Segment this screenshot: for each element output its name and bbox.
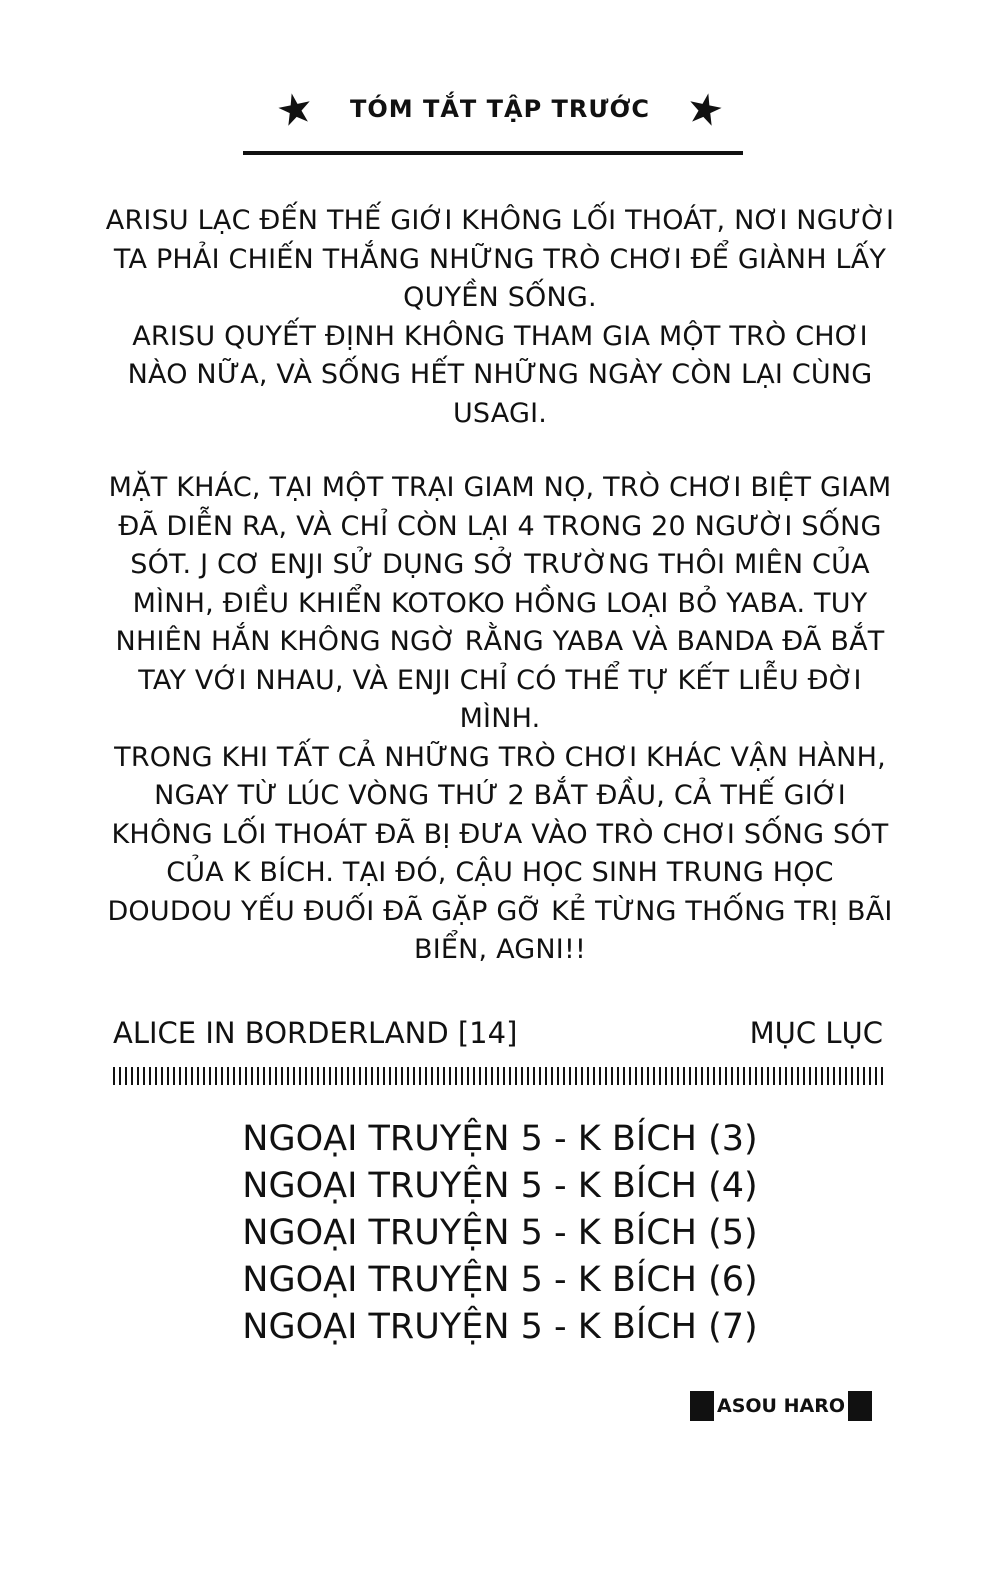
summary-line: ARISU QUYẾT ĐỊNH KHÔNG THAM GIA MỘT TRÒ CHƠI (132, 320, 868, 352)
contents-heading: MỤC LỤC (749, 1016, 883, 1050)
chapter-list (0, 1116, 1000, 1351)
summary-line: TRONG KHI TẤT CẢ NHỮNG TRÒ CHƠI KHÁC VẬN HÀNH, (114, 741, 886, 773)
author-badge-block-left (690, 1391, 714, 1421)
star-icon (688, 92, 722, 126)
summary-line: TA PHẢI CHIẾN THẮNG NHỮNG TRÒ CHƠI ĐỂ GIÀNH LẤY (113, 243, 887, 275)
summary-line: DOUDOU YẾU ĐUỐI ĐÃ GẶP GỠ KẺ TỪNG THỐNG TRỊ BÃI (107, 895, 893, 927)
book-title: ALICE IN BORDERLAND [14] (113, 1016, 518, 1050)
summary-line: MÌNH. (459, 703, 541, 734)
summary-line: BIỂN, AGNI!! (413, 934, 587, 965)
contents-heading-row (113, 1016, 883, 1050)
summary-line: NGAY TỪ LÚC VÒNG THỨ 2 BẮT ĐẦU, CẢ THẾ GIỚI (154, 780, 846, 811)
header (0, 92, 1000, 126)
summary-line: USAGI. (452, 397, 548, 429)
summary-line: SÓT. J CƠ ENJI SỬ DỤNG SỞ TRƯỜNG THÔI MIÊN CỦA (130, 549, 870, 580)
chapter-item: NGOẠI TRUYỆN 5 - K BÍCH (5) (242, 1213, 758, 1253)
summary-line: NHIÊN HẮN KHÔNG NGỜ RẰNG YABA VÀ BANDA ĐÃ BẮT (115, 626, 885, 657)
summary (100, 202, 900, 970)
summary-line: ĐÃ DIỄN RA, VÀ CHỈ CÒN LẠI 4 TRONG 20 NGƯỜI SỐNG (118, 510, 882, 542)
summary-line: MẶT KHÁC, TẠI MỘT TRẠI GIAM NỌ, TRÒ CHƠI BIỆT GIAM (108, 472, 892, 503)
star-icon (278, 92, 312, 126)
chapter-item: NGOẠI TRUYỆN 5 - K BÍCH (7) (242, 1307, 758, 1347)
summary-line: ARISU LẠC ĐẾN THẾ GIỚI KHÔNG LỐI THOÁT, NƠI NGƯỜI (105, 205, 895, 236)
summary-line: KHÔNG LỐI THOÁT ĐÃ BỊ ĐƯA VÀO TRÒ CHƠI SỐNG SÓT (111, 818, 889, 850)
author-name: ASOU HARO (717, 1395, 845, 1417)
author-badge-block-right (848, 1391, 872, 1421)
chapter-item: NGOẠI TRUYỆN 5 - K BÍCH (6) (242, 1260, 758, 1300)
summary-line: CỦA K BÍCH. TẠI ĐÓ, CẬU HỌC SINH TRUNG HỌC (166, 857, 834, 888)
author-badge (690, 1391, 872, 1421)
chapter-item: NGOẠI TRUYỆN 5 - K BÍCH (4) (242, 1166, 758, 1206)
paragraph-gap (100, 433, 900, 469)
summary-line: MÌNH, ĐIỀU KHIỂN KOTOKO HỒNG LOẠI BỎ YABA. TUY (132, 587, 868, 619)
summary-line: QUYỀN SỐNG. (403, 282, 597, 313)
chapter-item: NGOẠI TRUYỆN 5 - K BÍCH (3) (242, 1119, 758, 1159)
summary-line: TAY VỚI NHAU, VÀ ENJI CHỈ CÓ THỂ TỰ KẾT LIỄU ĐỜI (138, 664, 862, 696)
header-title: TÓM TẮT TẬP TRƯỚC (349, 95, 651, 123)
tick-divider (113, 1067, 885, 1085)
header-divider (243, 151, 743, 155)
summary-line: NÀO NỮA, VÀ SỐNG HẾT NHỮNG NGÀY CÒN LẠI CÙNG (127, 359, 873, 390)
